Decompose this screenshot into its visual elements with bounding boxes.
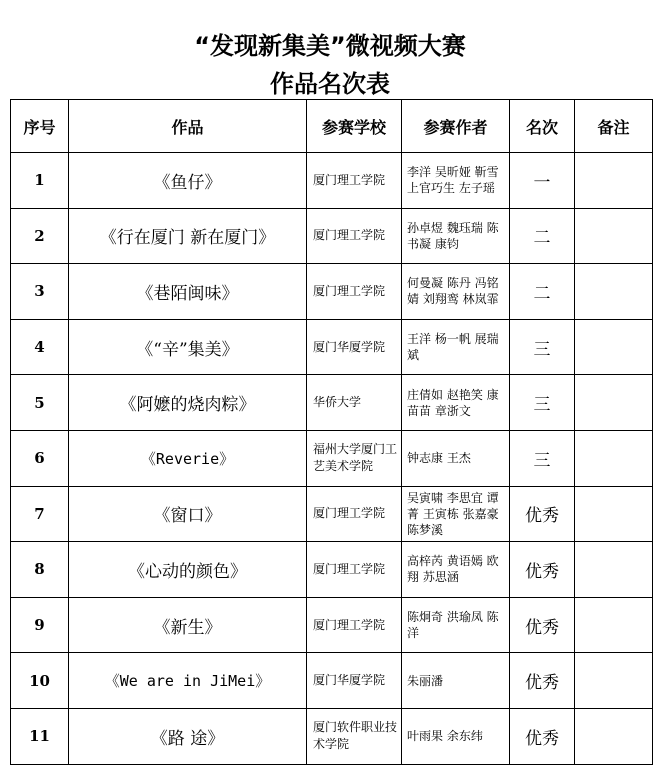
header-rank: 名次	[510, 100, 575, 153]
header-note: 备注	[575, 100, 653, 153]
row-number: 2	[11, 208, 69, 264]
work-title: 《鱼仔》	[69, 153, 307, 209]
work-title: 《巷陌闽味》	[69, 264, 307, 320]
author-names: 李洋 吴昕娅 靳雪 上官巧生 左子瑶	[402, 153, 510, 209]
author-names: 钟志康 王杰	[402, 430, 510, 486]
rank: 优秀	[510, 708, 575, 764]
note	[575, 542, 653, 598]
row-number: 3	[11, 264, 69, 320]
table-row	[11, 375, 653, 431]
work-title: 《We are in JiMei》	[69, 653, 307, 709]
header-authors: 参赛作者	[402, 100, 510, 153]
work-title: 《路 途》	[69, 708, 307, 764]
row-number: 10	[11, 653, 69, 709]
row-number: 8	[11, 542, 69, 598]
work-title: 《阿嬷的烧肉粽》	[69, 375, 307, 431]
row-number: 4	[11, 319, 69, 375]
row-number: 1	[11, 153, 69, 209]
work-title: 《心动的颜色》	[69, 542, 307, 598]
note	[575, 597, 653, 653]
table-header-row	[11, 100, 653, 153]
school-name: 厦门华厦学院	[307, 653, 402, 709]
rank: 三	[510, 375, 575, 431]
rank: 优秀	[510, 542, 575, 598]
author-names: 叶雨果 余东纬	[402, 708, 510, 764]
rank: 三	[510, 319, 575, 375]
table-row	[11, 542, 653, 598]
school-name: 厦门理工学院	[307, 208, 402, 264]
author-names: 朱丽潘	[402, 653, 510, 709]
author-names: 王洋 杨一帆 展瑞斌	[402, 319, 510, 375]
rank: 优秀	[510, 486, 575, 542]
school-name: 厦门软件职业技术学院	[307, 708, 402, 764]
school-name: 厦门理工学院	[307, 153, 402, 209]
ranking-table	[10, 99, 653, 765]
school-name: 厦门华厦学院	[307, 319, 402, 375]
note	[575, 153, 653, 209]
note	[575, 486, 653, 542]
note	[575, 319, 653, 375]
school-name: 华侨大学	[307, 375, 402, 431]
school-name: 厦门理工学院	[307, 597, 402, 653]
author-names: 吴寅啸 李思宜 谭菁 王寅栋 张嘉豪 陈梦溪	[402, 486, 510, 542]
table-row	[11, 208, 653, 264]
rank: 三	[510, 430, 575, 486]
work-title: 《新生》	[69, 597, 307, 653]
table-row	[11, 653, 653, 709]
table-row	[11, 153, 653, 209]
table-row	[11, 708, 653, 764]
note	[575, 264, 653, 320]
row-number: 5	[11, 375, 69, 431]
author-names: 高梓芮 黄语嫣 欧翔 苏思涵	[402, 542, 510, 598]
rank: 一	[510, 153, 575, 209]
school-name: 厦门理工学院	[307, 264, 402, 320]
work-title: 《Reverie》	[69, 430, 307, 486]
document-subtitle: 作品名次表	[270, 70, 390, 98]
note	[575, 208, 653, 264]
note	[575, 375, 653, 431]
header-school: 参赛学校	[307, 100, 402, 153]
header-no: 序号	[11, 100, 69, 153]
school-name: 厦门理工学院	[307, 542, 402, 598]
row-number: 7	[11, 486, 69, 542]
rank: 二	[510, 264, 575, 320]
rank: 二	[510, 208, 575, 264]
row-number: 6	[11, 430, 69, 486]
table-row	[11, 264, 653, 320]
note	[575, 653, 653, 709]
table-row	[11, 486, 653, 542]
table-row	[11, 597, 653, 653]
note	[575, 708, 653, 764]
author-names: 庄倩如 赵艳笑 康苗苗 章浙文	[402, 375, 510, 431]
document-title: “发现新集美”微视频大赛	[194, 32, 466, 60]
author-names: 陈炯奇 洪瑜凤 陈洋	[402, 597, 510, 653]
table-row	[11, 319, 653, 375]
row-number: 11	[11, 708, 69, 764]
school-name: 厦门理工学院	[307, 486, 402, 542]
author-names: 何曼凝 陈丹 冯铭婧 刘翔鸾 林岚霏	[402, 264, 510, 320]
work-title: 《“辛”集美》	[69, 319, 307, 375]
rank: 优秀	[510, 597, 575, 653]
table-row	[11, 430, 653, 486]
note	[575, 430, 653, 486]
school-name: 福州大学厦门工艺美术学院	[307, 430, 402, 486]
row-number: 9	[11, 597, 69, 653]
work-title: 《窗口》	[69, 486, 307, 542]
header-work: 作品	[69, 100, 307, 153]
author-names: 孙卓煜 魏珏瑞 陈书凝 康钧	[402, 208, 510, 264]
rank: 优秀	[510, 653, 575, 709]
work-title: 《行在厦门 新在厦门》	[69, 208, 307, 264]
